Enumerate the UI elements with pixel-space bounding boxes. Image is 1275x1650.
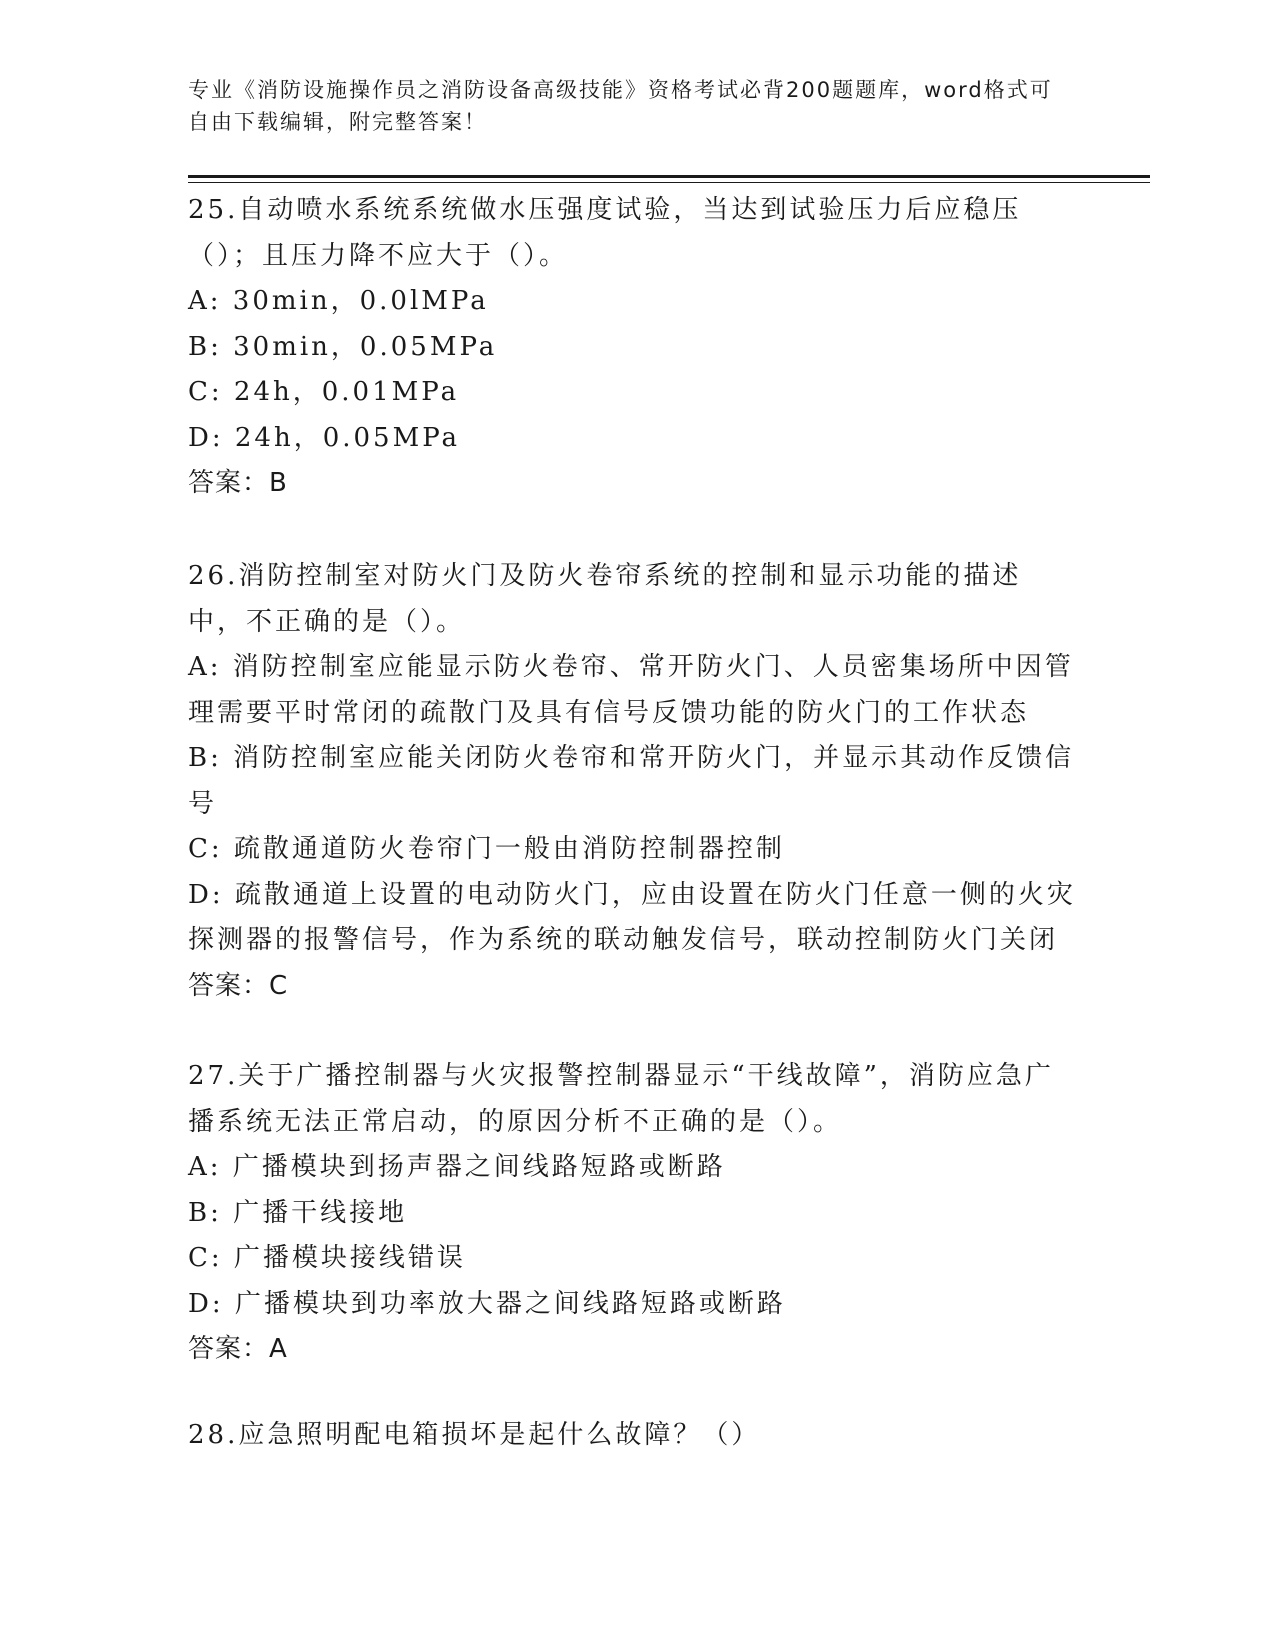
option-d: D: 疏散通道上设置的电动防火门，应由设置在防火门任意一侧的火灾探测器的报警信号，作为系统的联动触发信号，联动控制防火门关闭 (188, 879, 1076, 955)
document-header: 专业《消防设施操作员之消防设备高级技能》资格考试必背200题题库，word格式可自由下载编辑，附完整答案！ (188, 78, 1053, 134)
option-a: A: 消防控制室应能显示防火卷帘、常开防火门、人员密集场所中因管理需要平时常闭的疏散门及具有信号反馈功能的防火门的工作状态 (188, 652, 1074, 728)
question-stem: 25.自动喷水系统系统做水压强度试验，当达到试验压力后应稳压（）；且压力降不应大于（）。 (188, 195, 1022, 271)
answer-line: 答案：C (188, 970, 289, 1001)
question-stem: 27.关于广播控制器与火灾报警控制器显示“干线故障”，消防应急广播系统无法正常启动，的原因分析不正确的是（）。 (188, 1061, 1054, 1137)
option-c: C: 24h，0.01MPa (188, 377, 460, 407)
option-d: D: 24h，0.05MPa (188, 422, 461, 453)
option-c: C: 疏散通道防火卷帘门一般由消防控制器控制 (188, 834, 785, 864)
question-28 (188, 1413, 1078, 1459)
option-b: B: 广播干线接地 (188, 1197, 408, 1228)
answer-line: 答案：A (188, 1334, 288, 1364)
option-b: B: 消防控制室应能关闭防火卷帘和常开防火门，并显示其动作反馈信号 (188, 743, 1075, 819)
question-stem: 28.应急照明配电箱损坏是起什么故障？（） (188, 1420, 761, 1450)
option-c: C: 广播模块接线错误 (188, 1243, 466, 1273)
option-a: A: 30min，0.0lMPa (188, 286, 489, 316)
question-25 (188, 188, 1078, 507)
option-a: A: 广播模块到扬声器之间线路短路或断路 (188, 1152, 726, 1182)
option-b: B: 30min，0.05MPa (188, 331, 498, 362)
question-26 (188, 554, 1078, 1009)
header-divider (188, 175, 1150, 178)
header-divider-thin (188, 182, 1150, 183)
question-stem: 26.消防控制室对防火门及防火卷帘系统的控制和显示功能的描述中，不正确的是（）。 (188, 561, 1022, 637)
option-d: D: 广播模块到功率放大器之间线路短路或断路 (188, 1288, 786, 1319)
answer-line: 答案：B (188, 468, 288, 498)
question-27 (188, 1054, 1078, 1373)
